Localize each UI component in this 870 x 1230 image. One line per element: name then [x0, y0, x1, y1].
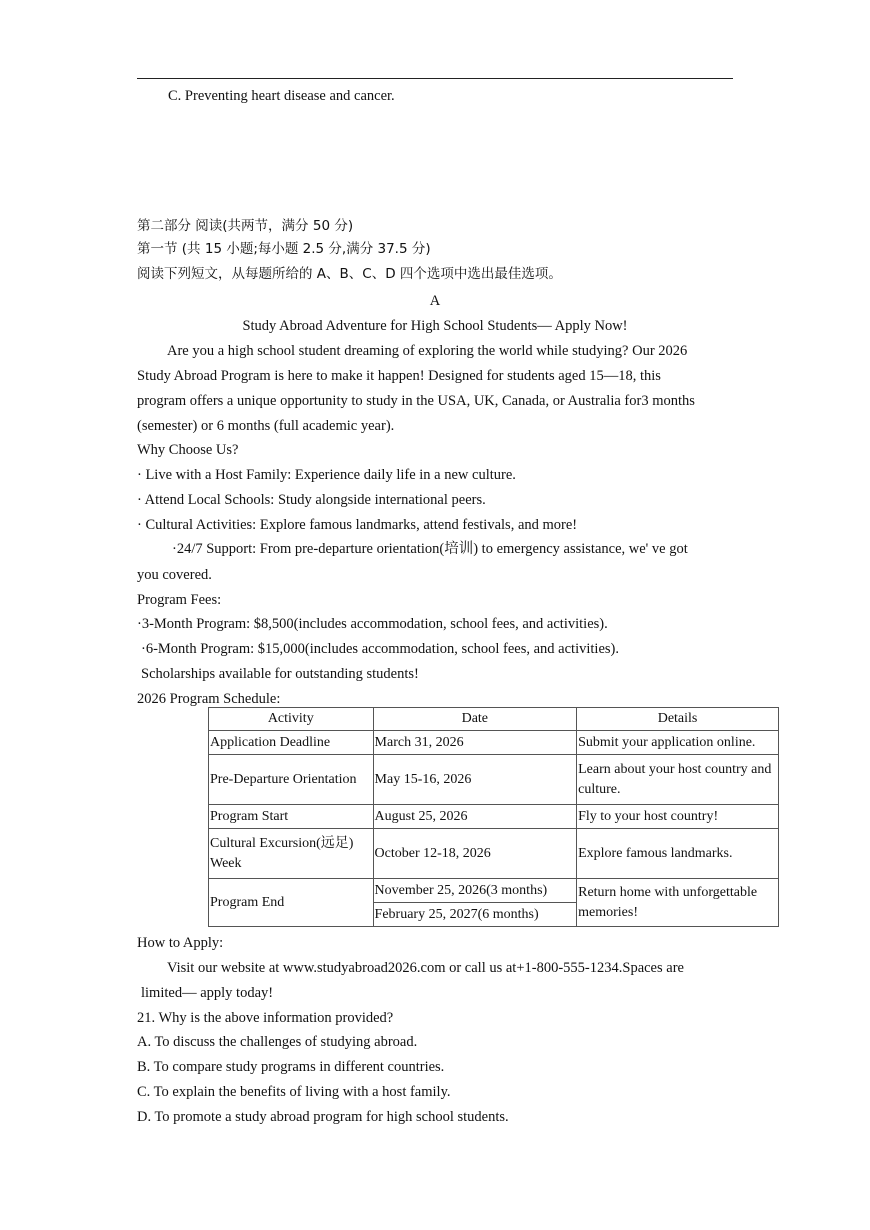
activity-cell: Cultural Excursion(远足) Week — [209, 829, 374, 879]
table-row — [209, 805, 779, 829]
details-cell: Explore famous landmarks. — [577, 829, 779, 879]
question-stem: 21. Why is the above information provided? — [137, 1010, 394, 1026]
why-item: · Attend Local Schools: Study alongside international peers. — [137, 492, 486, 508]
answer-option-d: D. To promote a study abroad program for high school students. — [137, 1109, 509, 1125]
previous-option-c: C. Preventing heart disease and cancer. — [168, 88, 395, 104]
fee-item: ·6-Month Program: $15,000(includes accommodation, school fees, and activities). — [141, 641, 619, 657]
scholarship-note: Scholarships available for outstanding students! — [141, 666, 419, 682]
date-cell: March 31, 2026 — [373, 731, 577, 755]
details-cell: Fly to your host country! — [577, 805, 779, 829]
details-cell: Learn about your host country and culture. — [577, 755, 779, 805]
column-header: Details — [577, 708, 779, 731]
why-item: · Live with a Host Family: Experience daily life in a new culture. — [137, 467, 516, 483]
date-cell: October 12-18, 2026 — [373, 829, 577, 879]
date-cell: August 25, 2026 — [373, 805, 577, 829]
details-cell: Submit your application online. — [577, 731, 779, 755]
table-header-row — [209, 708, 779, 731]
table-row — [209, 879, 779, 903]
answer-option-c: C. To explain the benefits of living with a host family. — [137, 1084, 451, 1100]
column-header: Date — [373, 708, 577, 731]
schedule-heading: 2026 Program Schedule: — [137, 691, 281, 707]
apply-line: limited— apply today! — [141, 985, 274, 1001]
answer-option-b: B. To compare study programs in different countries. — [137, 1059, 445, 1075]
date-cell: November 25, 2026(3 months) — [373, 879, 577, 903]
intro-line: Are you a high school student dreaming of exploring the world while studying? Our 2026 — [167, 343, 688, 359]
intro-line: Study Abroad Program is here to make it happen! Designed for students aged 15—18, this — [137, 368, 661, 384]
table-row — [209, 731, 779, 755]
activity-cell: Program End — [209, 879, 374, 927]
top-rule — [137, 78, 733, 79]
passage-title: Study Abroad Adventure for High School Students— Apply Now! — [242, 318, 628, 334]
activity-cell: Application Deadline — [209, 731, 374, 755]
table-row — [209, 829, 779, 879]
activity-cell: Program Start — [209, 805, 374, 829]
schedule-table — [208, 707, 779, 927]
apply-line: Visit our website at www.studyabroad2026.com or call us at+1-800-555-1234.Spaces are — [167, 960, 684, 976]
support-line: you covered. — [137, 567, 212, 583]
answer-option-a: A. To discuss the challenges of studying abroad. — [137, 1034, 418, 1050]
support-line: ·24/7 Support: From pre-departure orientation(培训) to emergency assistance, we' ve got — [172, 541, 688, 557]
column-header: Activity — [209, 708, 374, 731]
details-cell: Return home with unforgettable memories! — [577, 879, 779, 927]
passage-letter: A — [429, 293, 441, 309]
part-heading: 第二部分 阅读(共两节，满分 50 分) — [137, 218, 354, 234]
intro-line: (semester) or 6 months (full academic year). — [137, 418, 395, 434]
fees-heading: Program Fees: — [137, 592, 222, 608]
instruction: 阅读下列短文，从每题所给的 A、B、C、D 四个选项中选出最佳选项。 — [137, 266, 562, 282]
fee-item: ·3-Month Program: $8,500(includes accommodation, school fees, and activities). — [137, 616, 608, 632]
activity-cell: Pre-Departure Orientation — [209, 755, 374, 805]
apply-heading: How to Apply: — [137, 935, 224, 951]
date-cell: February 25, 2027(6 months) — [373, 903, 577, 927]
why-item: · Cultural Activities: Explore famous landmarks, attend festivals, and more! — [137, 517, 578, 533]
why-heading: Why Choose Us? — [137, 442, 239, 458]
table-row — [209, 755, 779, 805]
intro-line: program offers a unique opportunity to study in the USA, UK, Canada, or Australia for3 months — [137, 393, 695, 409]
date-cell: May 15-16, 2026 — [373, 755, 577, 805]
sub-heading: 第一节 (共 15 小题;每小题 2.5 分,满分 37.5 分) — [137, 241, 431, 257]
